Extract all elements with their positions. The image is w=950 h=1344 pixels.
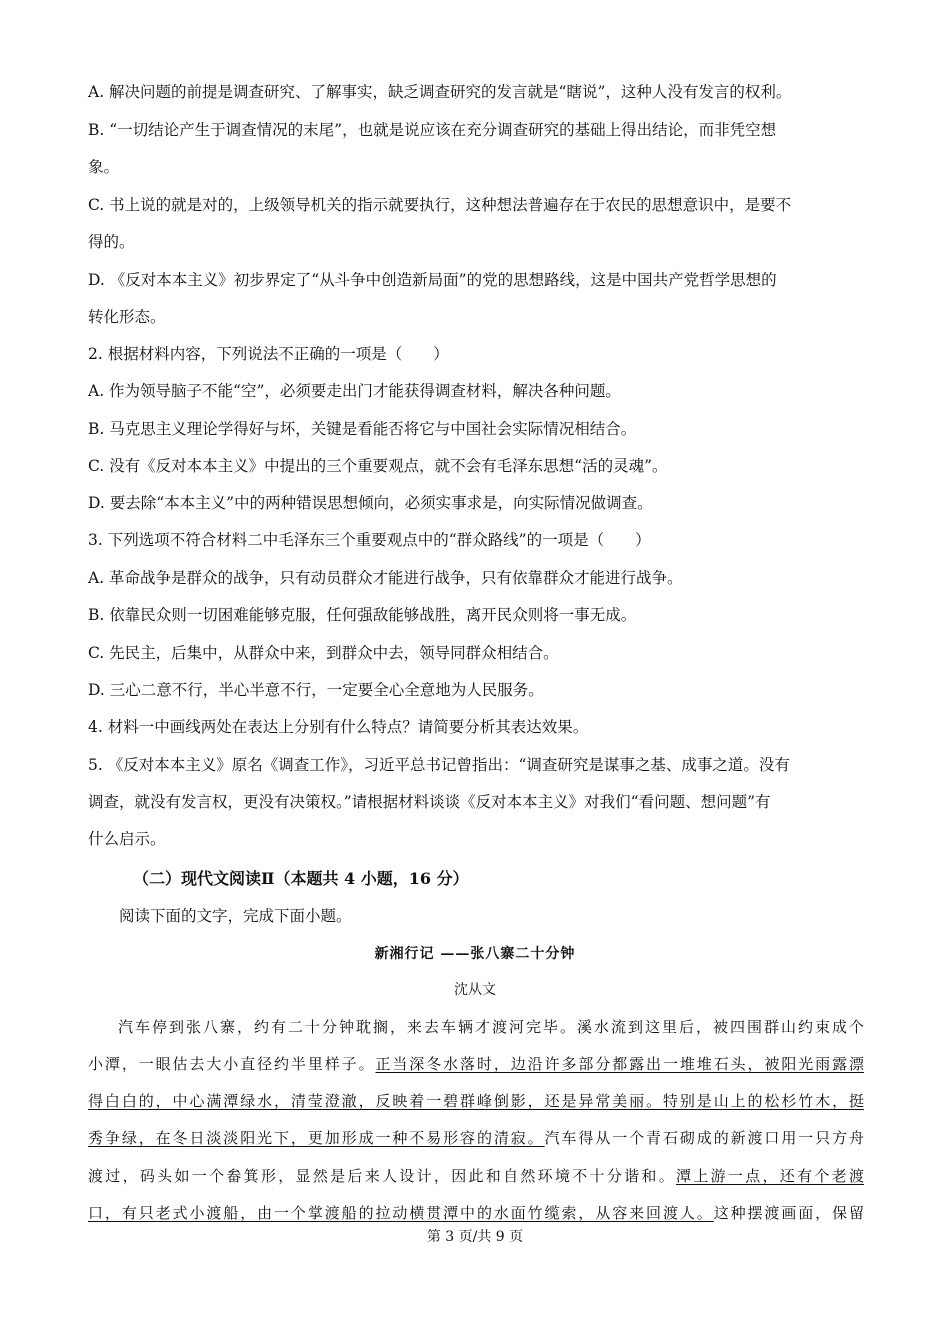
plain-text: 小潭，一眼估去大小直径约半里样子。 [88, 1055, 376, 1073]
q3-option-c: C. 先民主，后集中，从群众中来，到群众中去，领导同群众相结合。 [88, 644, 559, 662]
article-paragraph-line [88, 1166, 864, 1186]
section-heading: （二）现代文阅读Ⅱ（本题共 4 小题，16 分） [133, 869, 469, 888]
reading-instruction: 阅读下面的文字，完成下面小题。 [119, 907, 352, 925]
q2-option-a: A. 作为领导脑子不能“空”，必须要走出门才能获得调查材料，解决各种问题。 [88, 382, 621, 400]
underlined-text: 秀争绿，在冬日淡淡阳光下，更加形成一种不易形容的清寂。 [88, 1129, 545, 1147]
q3-option-a: A. 革命战争是群众的战争，只有动员群众才能进行战争，只有依靠群众才能进行战争。 [88, 569, 683, 587]
q3-stem: 3. 下列选项不符合材料二中毛泽东三个重要观点中的“群众路线”的一项是（ ） [88, 531, 651, 549]
underlined-text: 潭上游一点，还有个老渡 [676, 1167, 864, 1185]
article-title: 新湘行记 ——张八寨二十分钟 [374, 946, 576, 962]
q2-option-c: C. 没有《反对本本主义》中提出的三个重要观点，就不会有毛泽东思想“活的灵魂”。 [88, 457, 668, 475]
q3-option-b: B. 依靠民众则一切困难能够克服，任何强敌能够战胜，离开民众则将一事无成。 [88, 606, 637, 624]
article-paragraph-line [88, 1091, 864, 1111]
plain-text: 汽车得从一个青石砌成的新渡口用一只方舟 [544, 1129, 864, 1147]
article-author: 沈从文 [454, 982, 496, 998]
underlined-text: 口，有只老式小渡船，由一个掌渡船的拉动横贯潭中的水面竹缆索，从容来回渡人。 [88, 1204, 714, 1222]
q1-option-d: D. 《反对本本主义》初步界定了“从斗争中创造新局面”的党的思想路线，这是中国共产党哲学思想的 [88, 271, 777, 289]
q2-option-b: B. 马克思主义理论学得好与坏，关键是看能否将它与中国社会实际情况相结合。 [88, 420, 637, 438]
article-paragraph-line [88, 1128, 864, 1148]
q2-option-d: D. 要去除“本本主义”中的两种错误思想倾向，必须实事求是，向实际情况做调查。 [88, 494, 653, 512]
q1-option-c-cont: 得的。 [88, 233, 135, 251]
q2-stem: 2. 根据材料内容，下列说法不正确的一项是（ ） [88, 345, 449, 363]
q1-option-b: B. “一切结论产生于调查情况的末尾”，也就是说应该在充分调查研究的基础上得出结论，而非凭空想 [88, 121, 777, 139]
q5-stem: 5. 《反对本本主义》原名《调查工作》，习近平总书记曾指出：“调查研究是谋事之基、成事之道。没有 [88, 756, 790, 774]
underlined-text: 正当深冬水落时，边沿许多部分都露出一堆堆石头，被阳光雨露漂 [375, 1055, 864, 1073]
q1-option-a: A. 解决问题的前提是调查研究、了解事实，缺乏调查研究的发言就是“瞎说”，这种人没有发言的权利。 [88, 83, 792, 101]
plain-text: 这种摆渡画面，保留 [713, 1204, 864, 1222]
article-paragraph-line [88, 1203, 864, 1223]
underlined-text: 得白白的，中心满潭绿水，清莹澄澈，反映着一碧群峰倒影，还是异常美丽。特别是山上的松杉竹木，挺 [88, 1092, 864, 1110]
q5-stem-cont: 调查，就没有发言权，更没有决策权。”请根据材料谈谈《反对本本主义》对我们“看问题、想问题”有 [88, 793, 771, 811]
q3-option-d: D. 三心二意不行，半心半意不行，一定要全心全意地为人民服务。 [88, 681, 544, 699]
article-paragraph-line [88, 1054, 864, 1074]
article-paragraph-line: 汽车停到张八寨，约有二十分钟耽搁，来去车辆才渡河完毕。溪水流到这里后，被四围群山约束成个 [118, 1018, 864, 1036]
q1-option-d-cont: 转化形态。 [88, 308, 166, 326]
page-footer: 第 3 页/共 9 页 [426, 1229, 524, 1245]
q1-option-b-cont: 象。 [88, 158, 120, 176]
q1-option-c: C. 书上说的就是对的，上级领导机关的指示就要执行，这种想法普遍存在于农民的思想意识中，是要不 [88, 196, 792, 214]
plain-text: 渡过，码头如一个畚箕形，显然是后来人设计，因此和自然环境不十分谐和。 [88, 1167, 677, 1185]
q5-stem-cont: 什么启示。 [88, 830, 166, 848]
q4-stem: 4. 材料一中画线两处在表达上分别有什么特点？请简要分析其表达效果。 [88, 718, 589, 736]
